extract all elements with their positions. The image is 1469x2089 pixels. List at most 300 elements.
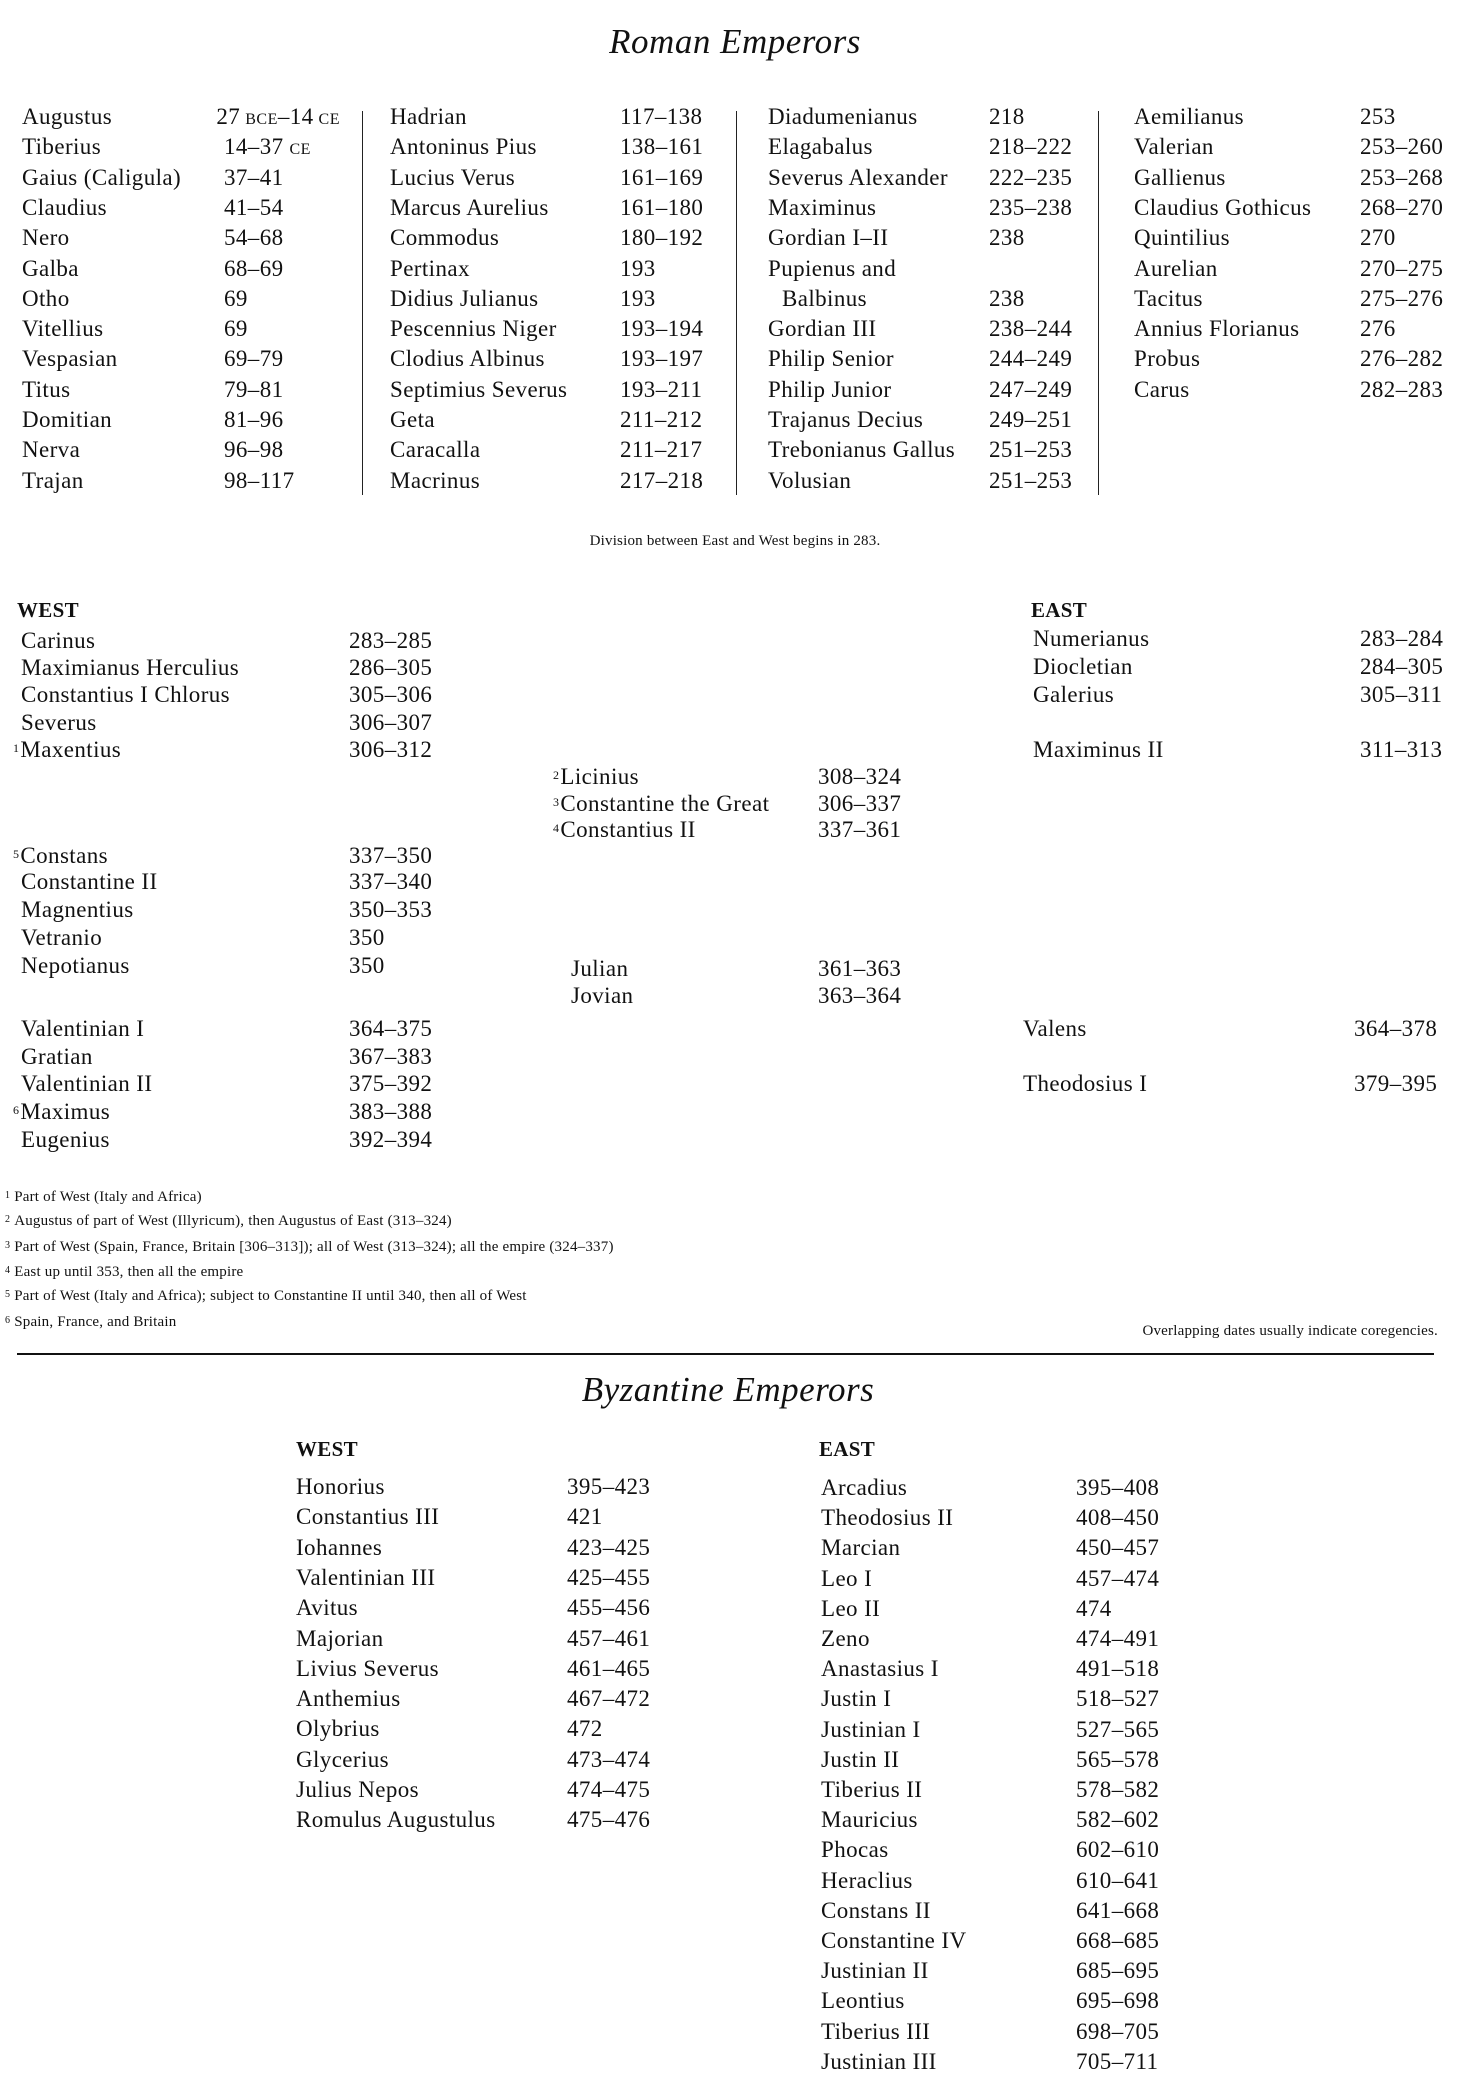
date-value: 251–253 <box>989 467 1073 493</box>
reign-dates: 305–311 <box>1360 682 1443 707</box>
emperor-name: Philip Senior <box>768 346 894 372</box>
reign-dates: 695–698 <box>1076 1988 1160 2014</box>
reign-dates <box>989 316 1072 342</box>
emperor-name: Gallienus <box>1134 164 1226 190</box>
reign-dates: 491–518 <box>1076 1656 1160 1682</box>
footnote-marker: 4 <box>553 821 560 835</box>
emperor-name: Trebonianus Gallus <box>768 437 956 463</box>
reign-dates: 518–527 <box>1076 1686 1160 1712</box>
reign-dates: 474–475 <box>567 1777 651 1802</box>
reign-dates: 423–425 <box>567 1534 651 1560</box>
emperor-name: Olybrius <box>296 1716 380 1742</box>
reign-dates <box>620 316 703 342</box>
reign-dates: 286–305 <box>349 655 433 680</box>
emperor-name: Justinian III <box>821 2048 937 2074</box>
reign-dates <box>620 437 702 463</box>
reign-dates <box>224 468 295 494</box>
emperor-name: Marcian <box>821 1535 901 1561</box>
reign-dates <box>224 286 248 312</box>
date-value: 54–68 <box>224 225 284 251</box>
reign-dates <box>1360 104 1396 130</box>
emperor-name: Julian <box>571 956 629 981</box>
reign-dates: 395–408 <box>1076 1475 1160 1500</box>
era-label: CE <box>289 141 311 159</box>
emperor-entry <box>21 1071 152 1097</box>
footnote-marker: 5 <box>13 847 20 861</box>
emperor-name: Caracalla <box>390 437 481 463</box>
emperor-name: Maxentius <box>20 737 122 762</box>
reign-dates <box>620 407 702 433</box>
emperor-name: Justin II <box>821 1746 900 1772</box>
emperor-name: Claudius <box>22 194 107 220</box>
emperor-name: Balbinus <box>782 285 867 311</box>
footnote-number: 2 <box>5 1214 11 1225</box>
emperor-name: Leo I <box>821 1565 873 1591</box>
reign-dates <box>216 104 340 133</box>
reign-dates: 474–491 <box>1076 1626 1160 1651</box>
emperor-name: Volusian <box>768 467 852 493</box>
reign-dates: 457–474 <box>1076 1565 1160 1591</box>
emperor-name: Severus Alexander <box>768 164 948 190</box>
emperor-name: Phocas <box>821 1837 889 1863</box>
reign-dates: 306–312 <box>349 737 433 762</box>
emperor-name: Pertinax <box>390 255 470 281</box>
emperor-name: Probus <box>1134 346 1201 372</box>
emperor-entry <box>571 956 628 982</box>
reign-dates <box>224 316 248 342</box>
emperor-name: Aemilianus <box>1134 104 1245 129</box>
emperor-name: Augustus <box>22 104 113 129</box>
emperor-name: Constantine II <box>21 869 158 894</box>
date-value: 217–218 <box>620 467 704 493</box>
emperor-name: Theodosius I <box>1023 1071 1148 1096</box>
reign-dates: 392–394 <box>349 1127 433 1152</box>
emperor-name: Tiberius II <box>821 1777 923 1802</box>
date-part: –14 <box>277 104 314 129</box>
emperor-name: Vespasian <box>22 346 118 372</box>
date-value: 193 <box>620 255 656 281</box>
emperor-name: Elagabalus <box>768 134 873 160</box>
reign-dates <box>989 104 1025 130</box>
reign-dates: 305–306 <box>349 682 433 707</box>
date-value: 238 <box>989 225 1025 251</box>
reign-dates: 308–324 <box>818 764 902 789</box>
footnote-number: 4 <box>5 1265 11 1276</box>
reign-dates <box>224 165 284 191</box>
emperor-name: Hadrian <box>390 104 467 129</box>
emperor-entry <box>21 682 230 708</box>
emperor-name: Lucius Verus <box>390 164 516 190</box>
section-divider <box>17 1353 1434 1355</box>
emperor-entry <box>21 1127 110 1153</box>
emperor-name: Titus <box>22 376 71 402</box>
emperor-entry <box>1023 1071 1147 1097</box>
emperor-name: Trajan <box>22 467 84 493</box>
emperor-name: Justinian II <box>821 1958 929 1984</box>
date-part: 27 <box>216 104 241 129</box>
reign-dates: 361–363 <box>818 956 902 981</box>
footnote-number: 5 <box>5 1289 11 1300</box>
column-divider <box>362 111 363 495</box>
date-value: 275–276 <box>1360 285 1444 311</box>
reign-dates <box>1360 225 1396 251</box>
emperor-name: Numerianus <box>1033 626 1150 651</box>
date-value: 193–197 <box>620 346 704 372</box>
emperor-name: Constantine IV <box>821 1928 967 1953</box>
emperor-name: Magnentius <box>21 897 134 922</box>
footnote-marker: 3 <box>553 795 560 809</box>
date-value: 180–192 <box>620 225 704 251</box>
date-value: 211–212 <box>620 407 703 432</box>
date-value: 253 <box>1360 104 1396 129</box>
emperor-name: Majorian <box>296 1625 384 1651</box>
reign-dates: 350 <box>349 953 385 978</box>
byzantine-emperors-title: Byzantine Emperors <box>581 1370 875 1409</box>
emperor-name: Julius Nepos <box>296 1777 420 1802</box>
emperor-name: Constans II <box>821 1897 931 1923</box>
date-value: 276 <box>1360 316 1396 342</box>
date-value: 247–249 <box>989 376 1073 402</box>
emperor-name: Nerva <box>22 437 81 463</box>
emperor-name: Gaius (Caligula) <box>22 164 182 190</box>
emperor-entry <box>21 1016 144 1042</box>
emperor-name: Jovian <box>571 983 634 1008</box>
reign-dates: 473–474 <box>567 1746 651 1772</box>
emperor-name: Pescennius Niger <box>390 316 557 342</box>
date-value: 222–235 <box>989 164 1073 190</box>
reign-dates: 284–305 <box>1360 654 1444 679</box>
date-value: 161–169 <box>620 164 704 190</box>
emperor-name: Otho <box>22 285 70 311</box>
reign-dates: 367–383 <box>349 1044 433 1069</box>
emperor-name: Domitian <box>22 407 113 432</box>
footnote <box>5 1238 614 1256</box>
emperor-name: Diocletian <box>1033 654 1133 679</box>
reign-dates <box>620 225 703 251</box>
emperor-entry <box>1023 1016 1087 1042</box>
date-value: 81–96 <box>224 407 284 432</box>
emperor-name: Septimius Severus <box>390 376 568 402</box>
emperor-entry <box>1033 626 1149 652</box>
reign-dates: 379–395 <box>1354 1071 1438 1096</box>
emperor-name: Mauricius <box>821 1807 918 1833</box>
division-note: Division between East and West begins in 283. <box>589 533 881 549</box>
date-value: 249–251 <box>989 407 1073 432</box>
date-value: 270–275 <box>1360 255 1444 281</box>
reign-dates: 455–456 <box>567 1595 651 1621</box>
emperor-name: Constantius II <box>560 817 696 842</box>
reign-dates: 527–565 <box>1076 1716 1160 1742</box>
emperor-name: Constantine the Great <box>560 791 770 816</box>
emperor-name: Leontius <box>821 1988 905 2014</box>
emperor-name: Constantius III <box>296 1504 440 1530</box>
reign-dates: 337–350 <box>349 843 433 868</box>
date-value: 117–138 <box>620 104 703 129</box>
reign-dates <box>989 346 1072 372</box>
emperor-name: Geta <box>390 407 436 432</box>
date-value: 253–268 <box>1360 164 1444 190</box>
date-value: 69–79 <box>224 346 284 372</box>
emperor-name: Pupienus and <box>768 255 897 281</box>
reign-dates <box>620 104 702 130</box>
reign-dates <box>620 377 702 403</box>
reign-dates: 364–375 <box>349 1016 433 1041</box>
date-value: 244–249 <box>989 346 1073 372</box>
reign-dates <box>1360 134 1443 160</box>
date-value: 37–41 <box>224 164 284 190</box>
emperor-name: Trajanus Decius <box>768 407 924 432</box>
emperor-name: Avitus <box>296 1595 359 1621</box>
emperor-name: Constans <box>20 843 108 868</box>
roman-emperors-title: Roman Emperors <box>609 22 861 61</box>
reign-dates <box>989 225 1025 251</box>
reign-dates: 578–582 <box>1076 1777 1160 1802</box>
emperor-name: Antoninus Pius <box>390 134 537 160</box>
footnote-text: East up until 353, then all the empire <box>14 1264 244 1280</box>
emperor-name: Maximinus <box>768 194 877 220</box>
emperor-entry <box>13 843 108 869</box>
reign-dates: 425–455 <box>567 1564 651 1590</box>
date-value: 251–253 <box>989 437 1073 463</box>
emperor-name: Commodus <box>390 225 500 251</box>
footnote-number: 6 <box>5 1315 11 1326</box>
emperor-name: Romulus Augustulus <box>296 1807 496 1833</box>
footnote-marker: 6 <box>13 1103 20 1117</box>
emperor-entry <box>21 925 102 951</box>
emperor-name: Valentinian I <box>21 1016 145 1041</box>
byzantine-east-label: EAST <box>819 1437 876 1461</box>
emperor-name: Zeno <box>821 1626 870 1651</box>
date-value: 218 <box>989 104 1025 129</box>
emperor-name: Valens <box>1023 1016 1087 1041</box>
date-value: 193 <box>620 285 656 311</box>
reign-dates: 311–313 <box>1360 737 1443 762</box>
emperor-name: Macrinus <box>390 467 481 493</box>
reign-dates: 337–361 <box>818 817 902 842</box>
emperor-name: Vetranio <box>21 925 103 950</box>
date-value: 79–81 <box>224 376 284 402</box>
emperor-entry <box>13 1099 110 1125</box>
emperor-name: Quintilius <box>1134 225 1231 251</box>
reign-dates: 472 <box>567 1716 603 1742</box>
reign-dates <box>989 407 1072 433</box>
reign-dates <box>620 165 703 191</box>
reign-dates: 582–602 <box>1076 1807 1160 1833</box>
date-value: 218–222 <box>989 134 1073 160</box>
footnote <box>5 1263 243 1281</box>
reign-dates: 565–578 <box>1076 1746 1160 1772</box>
emperor-entry <box>21 953 130 979</box>
reign-dates <box>224 225 284 251</box>
reign-dates <box>1360 377 1443 403</box>
emperor-name: Nero <box>22 225 70 251</box>
emperor-name: Galba <box>22 255 79 281</box>
reign-dates <box>1360 165 1443 191</box>
emperor-name: Gratian <box>21 1044 93 1069</box>
reign-dates <box>989 468 1072 494</box>
emperor-name: Eugenius <box>21 1127 110 1152</box>
east-label: EAST <box>1031 598 1088 622</box>
footnote-number: 3 <box>5 1240 11 1251</box>
emperor-entry <box>13 737 121 763</box>
emperor-name: Glycerius <box>296 1746 390 1772</box>
emperor-name: Vitellius <box>22 316 104 342</box>
date-value: 276–282 <box>1360 346 1444 372</box>
emperor-entry <box>1033 682 1114 708</box>
reign-dates <box>224 134 311 163</box>
emperor-name: Leo II <box>821 1595 881 1621</box>
reign-dates <box>224 437 284 463</box>
emperor-name: Gordian III <box>768 316 877 342</box>
date-value: 193–211 <box>620 376 703 402</box>
reign-dates <box>224 256 284 282</box>
emperor-name: Justin I <box>821 1686 892 1712</box>
reign-dates: 283–285 <box>349 628 433 653</box>
emperor-name: Galerius <box>1033 682 1115 707</box>
reign-dates <box>620 346 703 372</box>
footnote-text: Spain, France, and Britain <box>14 1314 177 1330</box>
emperor-name: Severus <box>21 710 97 735</box>
emperor-entry <box>1033 737 1164 763</box>
date-value: 68–69 <box>224 255 284 281</box>
date-value: 235–238 <box>989 194 1073 220</box>
emperor-name: Arcadius <box>821 1475 908 1500</box>
emperor-name: Justinian I <box>821 1716 921 1742</box>
emperor-name: Constantius I Chlorus <box>21 682 231 707</box>
reign-dates: 457–461 <box>567 1625 651 1651</box>
emperor-name: Livius Severus <box>296 1655 439 1681</box>
emperor-name: Tacitus <box>1134 285 1203 311</box>
reign-dates: 450–457 <box>1076 1535 1160 1561</box>
emperor-name: Diadumenianus <box>768 104 918 129</box>
reign-dates: 395–423 <box>567 1474 651 1499</box>
column-divider <box>1098 111 1099 495</box>
footnote-marker: 2 <box>553 768 560 782</box>
reign-dates: 685–695 <box>1076 1958 1160 1984</box>
reign-dates: 474 <box>1076 1595 1112 1621</box>
emperor-name: Carus <box>1134 376 1190 402</box>
reign-dates <box>989 134 1072 160</box>
emperor-name: Valerian <box>1134 134 1214 160</box>
column-divider <box>736 111 737 495</box>
footnote-marker: 1 <box>13 741 20 755</box>
reign-dates: 602–610 <box>1076 1837 1160 1863</box>
reign-dates <box>989 165 1072 191</box>
reign-dates: 610–641 <box>1076 1867 1160 1893</box>
emperor-entry <box>21 869 158 895</box>
reign-dates <box>620 468 703 494</box>
date-value: 268–270 <box>1360 194 1444 220</box>
reign-dates <box>989 195 1072 221</box>
footnote <box>5 1313 176 1331</box>
date-value: 69 <box>224 316 248 342</box>
emperor-entry <box>21 655 239 681</box>
date-value: 69 <box>224 285 248 311</box>
reign-dates: 364–378 <box>1354 1016 1438 1041</box>
reign-dates: 467–472 <box>567 1686 651 1712</box>
date-value: 14–37 <box>224 134 284 160</box>
emperor-entry <box>571 983 633 1009</box>
emperor-name: Philip Junior <box>768 376 892 402</box>
footnote-text: Part of West (Italy and Africa) <box>14 1189 202 1205</box>
reign-dates <box>224 346 284 372</box>
date-value: 282–283 <box>1360 376 1444 402</box>
west-label: WEST <box>17 598 79 622</box>
reign-dates: 421 <box>567 1504 603 1530</box>
footnote-text: Part of West (Spain, France, Britain [306–313]); all of West (313–324); all the empire (324–337) <box>14 1239 614 1255</box>
reign-dates: 641–668 <box>1076 1897 1160 1923</box>
emperor-name: Anastasius I <box>821 1656 939 1682</box>
date-part: BCE <box>245 111 278 128</box>
footnote-number: 1 <box>5 1190 11 1201</box>
reign-dates <box>224 377 284 403</box>
reign-dates: 306–307 <box>349 710 433 735</box>
emperor-name: Gordian I–II <box>768 225 889 251</box>
emperor-name: Honorius <box>296 1474 385 1499</box>
reign-dates <box>1360 346 1443 372</box>
emperor-entry <box>21 897 134 923</box>
emperor-name: Carinus <box>21 628 96 653</box>
emperor-entry <box>553 817 696 843</box>
emperor-name: Tiberius <box>22 134 102 160</box>
emperor-name: Aurelian <box>1134 255 1218 281</box>
emperor-name: Maximinus II <box>1033 737 1164 762</box>
footnote <box>5 1212 452 1230</box>
reign-dates <box>989 286 1025 312</box>
emperor-name: Theodosius II <box>821 1505 954 1531</box>
reign-dates: 375–392 <box>349 1071 433 1096</box>
emperor-name: Annius Florianus <box>1134 316 1300 342</box>
emperor-name: Valentinian II <box>21 1071 153 1096</box>
emperor-entry <box>553 764 639 790</box>
reign-dates: 698–705 <box>1076 2018 1160 2044</box>
date-value: 238 <box>989 285 1025 311</box>
emperor-entry <box>1033 654 1133 680</box>
reign-dates: 475–476 <box>567 1807 651 1833</box>
emperor-entry <box>553 791 769 817</box>
emperor-name: Maximianus Herculius <box>21 655 240 680</box>
emperor-name: Maximus <box>20 1099 111 1124</box>
emperor-name: Clodius Albinus <box>390 346 545 372</box>
reign-dates: 306–337 <box>818 791 902 816</box>
date-value: 41–54 <box>224 194 284 220</box>
overlap-note: Overlapping dates usually indicate coregencies. <box>1142 1323 1438 1339</box>
reign-dates: 383–388 <box>349 1099 433 1124</box>
reign-dates: 350 <box>349 925 385 950</box>
byzantine-west-label: WEST <box>296 1437 358 1461</box>
emperor-name: Heraclius <box>821 1867 913 1893</box>
footnote-text: Part of West (Italy and Africa); subject to Constantine II until 340, then all of West <box>14 1288 527 1304</box>
reign-dates <box>620 256 656 282</box>
reign-dates <box>224 195 284 221</box>
reign-dates: 408–450 <box>1076 1505 1160 1531</box>
reign-dates: 363–364 <box>818 983 902 1008</box>
reign-dates <box>989 437 1072 463</box>
reign-dates <box>620 195 703 221</box>
date-value: 96–98 <box>224 437 284 463</box>
emperor-name: Nepotianus <box>21 953 130 978</box>
date-value: 253–260 <box>1360 134 1444 160</box>
reign-dates <box>620 286 656 312</box>
reign-dates <box>1360 195 1443 221</box>
emperor-name: Tiberius III <box>821 2018 931 2044</box>
footnote <box>5 1287 527 1305</box>
reign-dates: 705–711 <box>1076 2048 1159 2074</box>
reign-dates <box>1360 316 1396 342</box>
reign-dates: 350–353 <box>349 897 433 922</box>
emperor-name: Marcus Aurelius <box>390 194 549 220</box>
footnote-text: Augustus of part of West (Illyricum), then Augustus of East (313–324) <box>14 1213 452 1229</box>
